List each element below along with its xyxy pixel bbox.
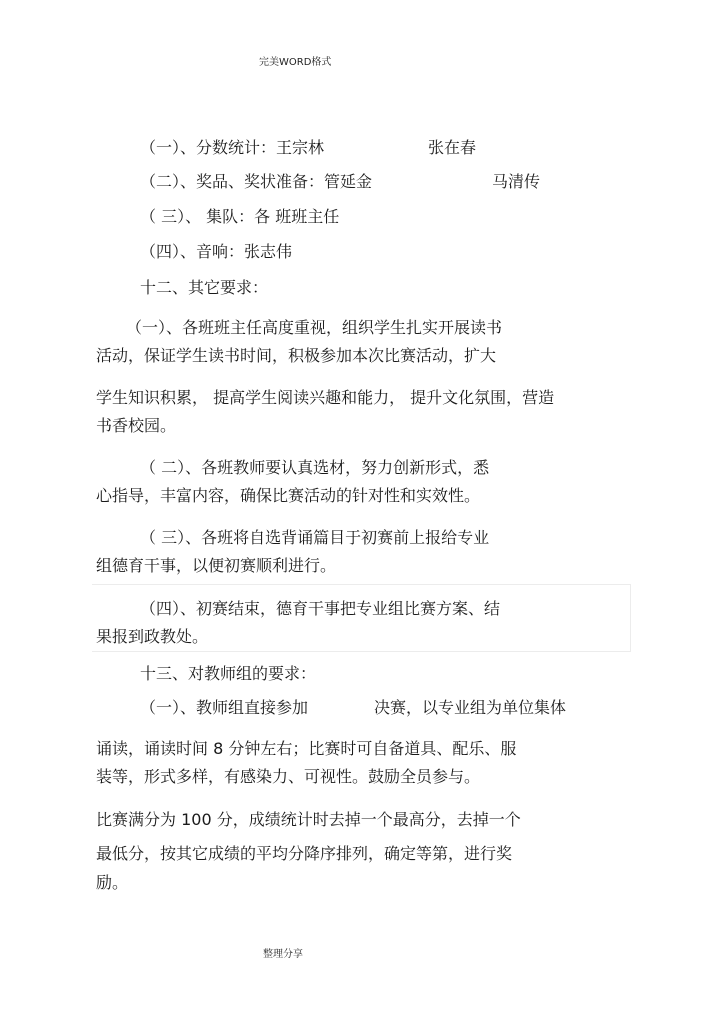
line-assembly: （ 三）、 集队：各 班班主任 <box>140 207 340 226</box>
para-2-line-1: （ 二）、各班教师要认真选材，努力创新形式，悉 <box>140 458 490 477</box>
para-1-line-3: 学生知识积累， 提高学生阅读兴趣和能力， 提升文化氛围，营造 <box>96 388 555 407</box>
para-1-line-1: （一）、各班班主任高度重视，组织学生扎实开展读书 <box>126 318 503 337</box>
para-6-line-3: 励。 <box>96 873 129 892</box>
line-score-stats: （一）、分数统计：王宗林 <box>140 138 325 157</box>
line-prizes-name2: 马清传 <box>492 172 541 191</box>
para-4-line-1: （四）、初赛结束，德育干事把专业组比赛方案、结 <box>140 599 501 618</box>
para-6-line-2: 最低分，按其它成绩的平均分降序排列，确定等第，进行奖 <box>96 844 513 863</box>
section-heading-13: 十三、对教师组的要求： <box>140 664 317 683</box>
section-heading-12: 十二、其它要求： <box>140 278 269 297</box>
para-5-line-1a: （一）、教师组直接参加 <box>140 698 309 717</box>
para-6-line-1: 比赛满分为 100 分，成绩统计时去掉一个最高分，去掉一个 <box>96 810 521 829</box>
para-5-line-3: 装等，形式多样，有感染力、可视性。鼓励全员参与。 <box>96 767 481 786</box>
para-1-line-4: 书香校园。 <box>96 416 177 435</box>
para-5-line-2: 诵读，诵读时间 8 分钟左右；比赛时可自备道具、配乐、服 <box>96 739 517 758</box>
para-4-line-2: 果报到政教处。 <box>96 627 209 646</box>
line-audio: （四）、音响：张志伟 <box>140 242 293 261</box>
page-footer: 整理分享 <box>263 949 303 960</box>
page-header: 完美WORD格式 <box>259 57 332 68</box>
para-5-line-1b: 决赛，以专业组为单位集体 <box>374 698 567 717</box>
para-3-line-1: （ 三）、各班将自选背诵篇目于初赛前上报给专业 <box>140 528 490 547</box>
line-score-stats-name2: 张在春 <box>428 138 477 157</box>
para-1-line-2: 活动，保证学生读书时间，积极参加本次比赛活动，扩大 <box>96 346 497 365</box>
para-3-line-2: 组德育干事，以便初赛顺利进行。 <box>96 556 337 575</box>
para-2-line-2: 心指导，丰富内容，确保比赛活动的针对性和实效性。 <box>96 486 481 505</box>
line-prizes: （二）、奖品、奖状准备：管延金 <box>140 172 373 191</box>
